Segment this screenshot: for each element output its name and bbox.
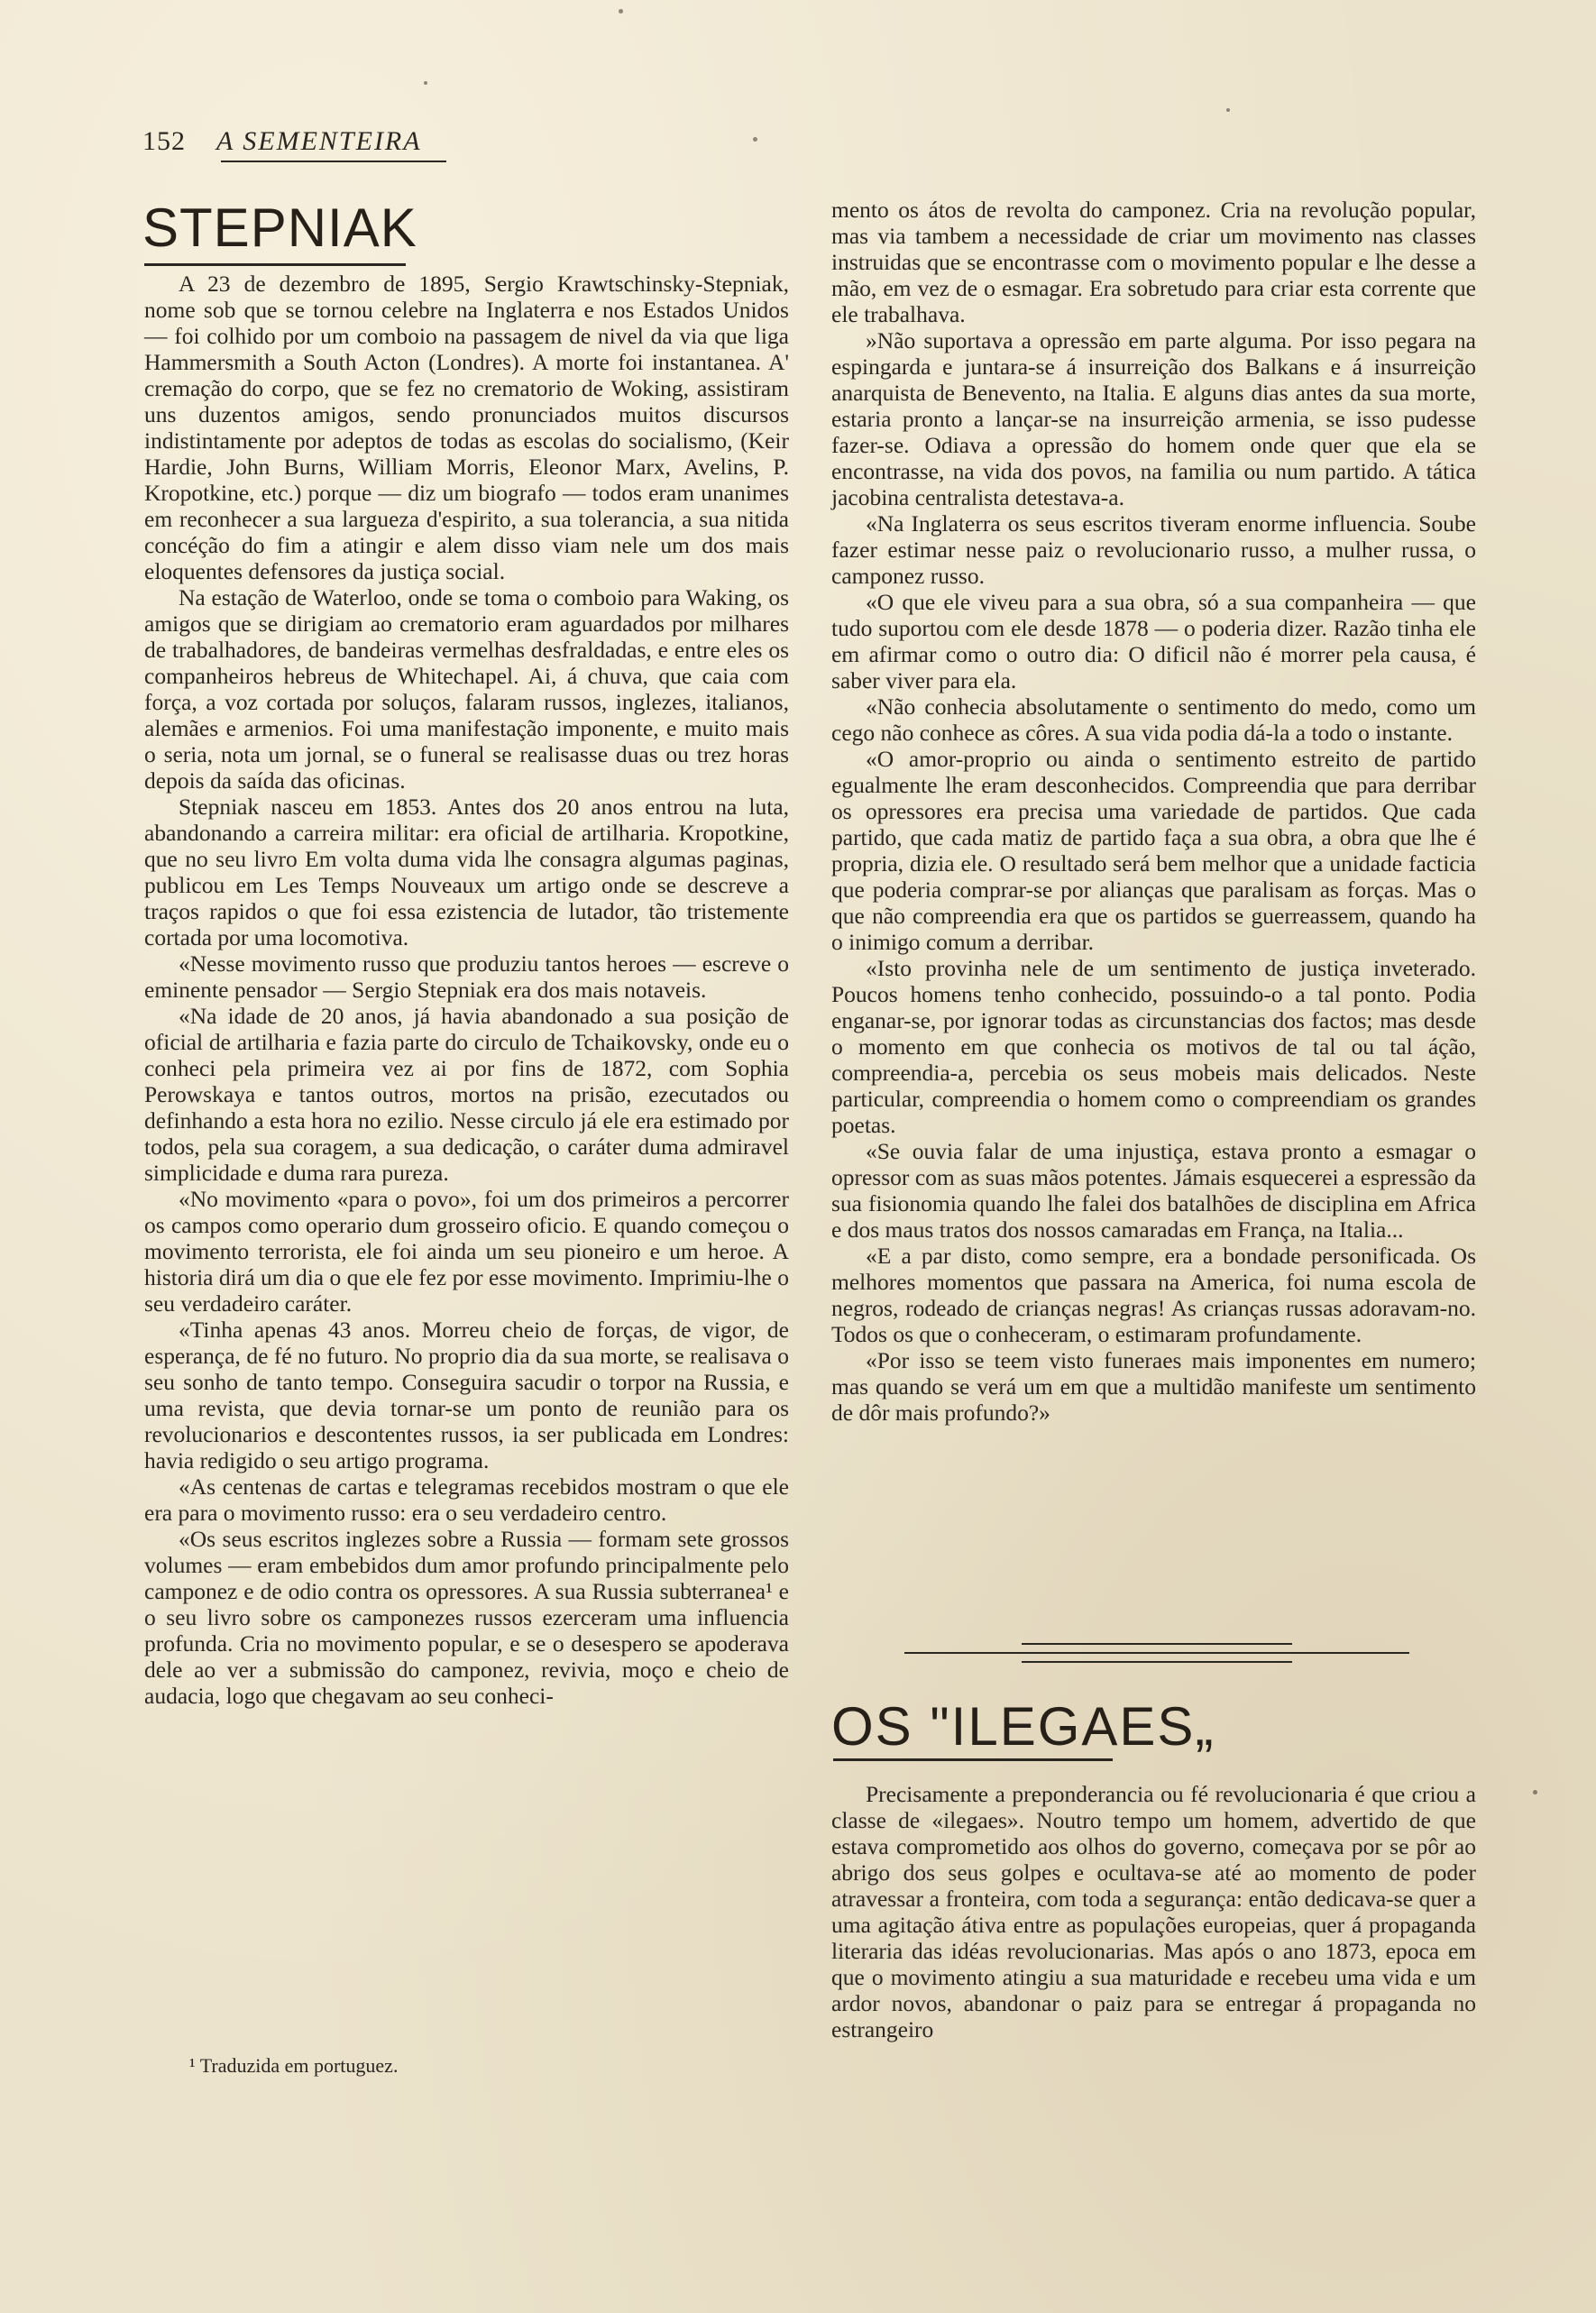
footnote: ¹ Traduzida em portuguez. [189, 2054, 399, 2077]
paragraph: «Nesse movimento russo que produziu tantos heroes — escreve o eminente pensador — Sergio Stepniak era dos mais notaveis. [144, 950, 789, 1003]
paragraph: mento os átos de revolta do camponez. Cria na revolução popular, mas via tambem a necessidade de criar um movimento nas classes instruidas que se encontrasse com o movimento popular e lhe desse a mão, em vez de o esmagar. Era sobretudo para criar esta corrente que ele trabalhava. [831, 197, 1476, 327]
paragraph: «Os seus escritos inglezes sobre a Russia — formam sete grossos volumes — eram embebidos dum amor profundo principalmente pelo camponez e de odio contra os opressores. A sua Russia subterranea¹ e o seu livro sobre os camponezes russos ezerceram uma influencia profunda. Cria no movimento popular, e se o desespero se apoderava dele ao ver a submissão do camponez, revivia, moço e cheio de audacia, logo que chegavam ao seu conheci- [144, 1526, 789, 1709]
paragraph: Precisamente a preponderancia ou fé revolucionaria é que criou a classe de «ilegaes». Noutro tempo um homem, advertido de que estava comprometido aos olhos do governo, começava por se pôr ao abrigo dos seus golpes e ocultava-se até ao momento de poder atravessar a fronteira, com toda a segurança: então dedicava-se quer a uma agitação átiva entre as populações europeias, quer á propaganda literaria das idéas revolucionarias. Mas após o ano 1873, epoca em que o movimento atingiu a sua maturidade e recebeu uma vida e um ardor novos, abandonar o paiz para se entregar á propaganda no estrangeiro [831, 1781, 1476, 2042]
separator-line [1022, 1643, 1292, 1645]
paragraph: «O que ele viveu para a sua obra, só a sua companheira — que tudo suportou com ele desde 1878 — o poderia dizer. Razão tinha ele em afirmar como o outro dia: O dificil não é morrer pela causa, é saber viver para ela. [831, 589, 1476, 693]
paper-speck [424, 81, 427, 85]
paragraph: «E a par disto, como sempre, era a bondade personificada. Os melhores momentos que passara na America, foi numa escola de negros, rodeado de crianças negras! As crianças russas adoravam-no. Todos os que o conheceram, o estimaram profundamente. [831, 1243, 1476, 1347]
paragraph: «O amor-proprio ou ainda o sentimento estreito de partido egualmente lhe eram desconhecidos. Compreendia que para derribar os opressores era precisa uma variedade de partidos. Que cada partido, que cada matiz de partido faça a sua obra, a obra que lhe é propria, dizia ele. O resultado será bem melhor que a unidade facticia que poderia comprar-se por alianças que paralisam as forças. Mas o que não compreendia era que os partidos se guerreassem, quando ha o inimigo comum a derribar. [831, 746, 1476, 955]
journal-title: A SEMENTEIRA [216, 126, 422, 156]
article-title-stepniak: STEPNIAK [142, 197, 417, 258]
title-rule [144, 263, 406, 266]
article2-body [831, 1781, 1476, 2042]
paragraph: «Isto provinha nele de um sentimento de justiça inveterado. Poucos homens tenho conhecido, possuindo-o a tal ponto. Podia enganar-se, por ignorar todas as circunstancias dos factos; mas desde o momento em que conhecia os motivos de tal ou tal áção, compreendia-a, percebia os seus mobeis mais delicados. Neste particular, compreendia o homem como o compreendiam os grandes poetas. [831, 955, 1476, 1138]
paragraph: A 23 de dezembro de 1895, Sergio Krawtschinsky-Stepniak, nome sob que se tornou celebre na Inglaterra e nos Estados Unidos — foi colhido por um comboio na passagem de nivel da via que liga Hammersmith a South Acton (Londres). A morte foi instantanea. A' cremação do corpo, que se fez no crematorio de Woking, assistiram uns duzentos amigos, sendo pronunciados muitos discursos indistintamente por adeptos de todas as escolas do socialismo, (Keir Hardie, John Burns, William Morris, Eleonor Marx, Avelins, P. Kropotkine, etc.) porque — diz um biografo — todos eram unanimes em reconhecer a sua largueza d'espirito, a sua tolerancia, a sua nitida concéção do fim a atingir e alem disso viam nele um dos mais eloquentes defensores da justiça social. [144, 271, 789, 584]
paragraph: «Na idade de 20 anos, já havia abandonado a sua posição de oficial de artilharia e fazia parte do circulo de Tchaikovsky, onde eu o conheci pela primeira vez ai por fins de 1872, com Sophia Perowskaya e tantos outros, mortos na prisão, ezecutados ou definhando a esta hora no ezilio. Nesse circulo já ele era estimado por todos, pela sua coragem, a sua dedicação, o caráter duma admiravel simplicidade e duma rara pureza. [144, 1003, 789, 1186]
page-number: 152 [142, 126, 186, 156]
paragraph: «No movimento «para o povo», foi um dos primeiros a percorrer os campos como operario dum grosseiro oficio. E quando começou o movimento terrorista, ele foi ainda um seu pioneiro e um heroe. A historia dirá um dia o que ele fez por esse movimento. Imprimiu-lhe o seu verdadeiro caráter. [144, 1186, 789, 1317]
section-separator [904, 1643, 1409, 1670]
paragraph: «Na Inglaterra os seus escritos tiveram enorme influencia. Soube fazer estimar nesse paiz o revolucionario russo, a mulher russa, o camponez russo. [831, 510, 1476, 589]
paragraph: »Não suportava a opressão em parte alguma. Por isso pegara na espingarda e juntara-se á insurreição dos Balkans e á insurreição anarquista de Benevento, na Italia. E alguns dias antes da sua morte, estaria pronto a lançar-se na insurreição armenia, se isso pudesse fazer-se. Odiava a opressão do homem onde quer que ela se encontrasse, na vida dos povos, na familia ou num partido. A tática jacobina centralista detestava-a. [831, 327, 1476, 510]
running-header [142, 124, 449, 159]
paragraph: «Não conhecia absolutamente o sentimento do medo, como um cego não conhece as côres. A sua vida podia dá-la a todo o instante. [831, 693, 1476, 746]
paragraph: Stepniak nasceu em 1853. Antes dos 20 anos entrou na luta, abandonando a carreira militar: era oficial de artilharia. Kropotkine, que no seu livro Em volta duma vida lhe consagra algumas paginas, publicou em Les Temps Nouveaux um artigo onde se descreve a traços rapidos o que foi essa ezistencia de lutador, tão tristemente cortada por uma locomotiva. [144, 794, 789, 950]
paper-speck [1226, 108, 1230, 112]
paragraph: «As centenas de cartas e telegramas recebidos mostram o que ele era para o movimento russo: era o seu verdadeiro centro. [144, 1473, 789, 1526]
paper-speck [619, 9, 623, 14]
left-column [144, 271, 789, 1709]
paragraph: Na estação de Waterloo, onde se toma o comboio para Waking, os amigos que se dirigiam ao crematorio eram aguardados por milhares de trabalhadores, de bandeiras vermelhas desfraldadas, e entre eles os companheiros hebreus de Whitechapel. Ai, á chuva, que caia com força, a voz cortada por soluços, falaram russos, inglezes, italianos, alemães e armenios. Foi uma manifestação imponente, e muito mais o seria, nota um jornal, se o funeral se realisasse duas ou trez horas depois da saída das oficinas. [144, 584, 789, 794]
title-rule [833, 1758, 1113, 1761]
paper-speck [1533, 1790, 1537, 1794]
article-title-ilegaes: OS "ILEGAES„ [831, 1696, 1215, 1757]
paragraph: «Se ouvia falar de uma injustiça, estava pronto a esmagar o opressor com as suas mãos potentes. Jámais esquecerei a espressão da sua fisionomia quando lhe falei dos batalhões de disciplina em Africa e dos maus tratos dos nossos camaradas em França, na Italia... [831, 1138, 1476, 1243]
paragraph: «Por isso se teem visto funeraes mais imponentes em numero; mas quando se verá um em que a multidão manifeste um sentimento de dôr mais profundo?» [831, 1347, 1476, 1426]
header-rule [221, 161, 446, 162]
right-column [831, 197, 1476, 1426]
separator-line [1022, 1661, 1292, 1663]
paper-speck [753, 137, 757, 142]
paragraph: «Tinha apenas 43 anos. Morreu cheio de forças, de vigor, de esperança, de fé no futuro. No proprio dia da sua morte, se realisava o seu sonho de tanto tempo. Conseguira sacudir o torpor na Russia, e uma revista, que devia tornar-se um ponto de reunião para os revolucionarios e descontentes russos, ia ser publicada em Londres: havia redigido o seu artigo programa. [144, 1317, 789, 1473]
separator-line [904, 1652, 1409, 1654]
